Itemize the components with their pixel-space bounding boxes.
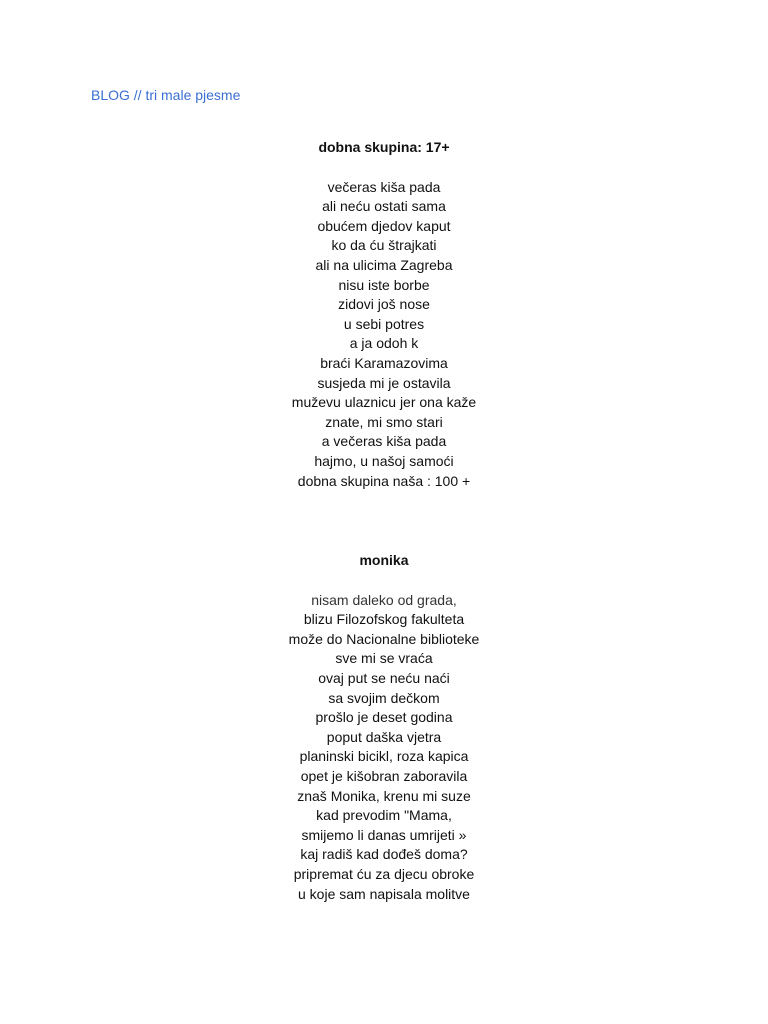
poem-line: može do Nacionalne biblioteke xyxy=(288,630,480,647)
poem-line: ovaj put se neću naći xyxy=(318,669,450,686)
poem-title: monika xyxy=(359,552,409,568)
poem-line: muževu ulaznicu jer ona kaže xyxy=(291,394,477,411)
poem-line: znate, mi smo stari xyxy=(325,413,443,430)
poem-line: dobna skupina naša : 100 + xyxy=(297,472,471,489)
poem-line: blizu Filozofskog fakulteta xyxy=(303,611,465,628)
blog-title-link[interactable]: BLOG // tri male pjesme xyxy=(91,87,241,103)
poem-lines xyxy=(0,178,768,492)
poem-line: braći Karamazovima xyxy=(320,354,448,371)
poem-line: nisu iste borbe xyxy=(338,276,430,293)
poem-line: kaj radiš kad dođeš doma? xyxy=(300,846,468,863)
poem-line: kad prevodim "Mama, xyxy=(316,807,452,824)
poem-line: poput daška vjetra xyxy=(326,728,442,745)
poem-line: u sebi potres xyxy=(343,315,425,332)
poem-line: hajmo, u našoj samoći xyxy=(314,452,454,469)
poem-line: večeras kiša pada xyxy=(327,178,441,195)
poem-line: smijemo li danas umrijeti » xyxy=(301,826,467,843)
poem-line: ali neću ostati sama xyxy=(322,198,446,215)
poem-line: sve mi se vraća xyxy=(335,650,433,667)
poem-line: pripremat ću za djecu obroke xyxy=(293,865,475,882)
poem-line: u koje sam napisala molitve xyxy=(298,885,470,902)
poem-line: ali na ulicima Zagreba xyxy=(315,256,453,273)
poem-line: susjeda mi je ostavila xyxy=(317,374,451,391)
poem-line: sa svojim dečkom xyxy=(328,689,440,706)
poem-line: opet je kišobran zaboravila xyxy=(300,767,468,784)
poem-title: dobna skupina: 17+ xyxy=(318,139,450,155)
poem-line: nisam daleko od grada, xyxy=(311,591,457,608)
poem-line: a večeras kiša pada xyxy=(321,433,447,450)
poem-line: prošlo je deset godina xyxy=(315,709,453,726)
poem-line: a ja odoh k xyxy=(349,335,419,352)
poem-monika xyxy=(0,551,768,904)
poem-dobna-skupina xyxy=(0,138,768,491)
poem-lines xyxy=(0,591,768,905)
poem-line: zidovi još nose xyxy=(338,296,430,313)
poem-line: znaš Monika, krenu mi suze xyxy=(297,787,471,804)
poem-line: obućem djedov kaput xyxy=(317,217,451,234)
poem-line: ko da ću štrajkati xyxy=(331,237,437,254)
poem-line: planinski bicikl, roza kapica xyxy=(299,748,469,765)
